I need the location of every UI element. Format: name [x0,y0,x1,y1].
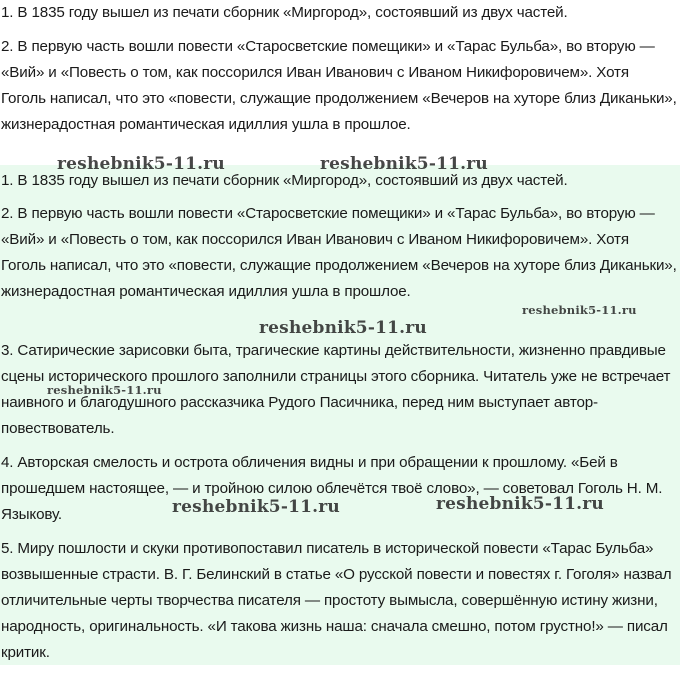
paragraph-2: 2. В первую часть вошли повести «Старосветские помещики» и «Тарас Бульба», во вторую — «Вий» и «Повесть о том, как поссорился Иван Иванович с Иваном Никифоровичем». Хотя Гоголь написал, что это «повести, служащие продолжением «Вечеров на хуторе близ Диканьки», жизнерадостная романтическая идиллия ушла в прошлое. [1,38,677,133]
watermark-2: reshebnik5-11.ru [320,154,488,174]
answer-paragraph-1: 1. В 1835 году вышел из печати сборник «Миргород», состоявший из двух частей. [1,172,568,189]
watermark-1: reshebnik5-11.ru [57,154,225,174]
answer-paragraph-2: 2. В первую часть вошли повести «Старосветские помещики» и «Тарас Бульба», во вторую — «Вий» и «Повесть о том, как поссорился Иван Иванович с Иваном Никифоровичем». Хотя Гоголь написал, что это «повести, служащие продолжением «Вечеров на хуторе близ Диканьки», жизнерадостная романтическая идиллия ушла в прошлое. [1,205,677,300]
watermark-5: reshebnik5-11.ru [47,383,162,397]
answer-paragraph-3: 3. Сатирические зарисовки быта, трагические картины действительности, жизненно правдивые сцены исторического прошлого заполнили страницы этого сборника. Читатель уже не встречает наивного и благодушного рассказчика Рудого Пасичника, перед ним выступает автор-повествователь. [1,342,671,437]
question-text-block [0,0,680,165]
paragraph-1: 1. В 1835 году вышел из печати сборник «Миргород», состоявший из двух частей. [1,4,568,21]
watermark-7: reshebnik5-11.ru [436,494,604,514]
watermark-6: reshebnik5-11.ru [172,497,340,517]
watermark-3: reshebnik5-11.ru [522,303,637,317]
answer-paragraph-4: 4. Авторская смелость и острота обличения видны и при обращении к прошлому. «Бей в прошедшем настоящее, — и тройною силою облечётся твоё слово», — советовал Гоголь Н. М. Языкову. [1,454,663,523]
answer-paragraph-5: 5. Миру пошлости и скуки противопоставил писатель в исторической повести «Тарас Бульба» возвышенные страсти. В. Г. Белинский в статье «О русской повести и повестях г. Гоголя» назвал отличительные черты творчества писателя — простоту вымысла, совершённую истину жизни, народность, оригинальность. «И такова жизнь наша: сначала смешно, потом грустно!» — писал критик. [1,540,672,661]
watermark-4: reshebnik5-11.ru [259,318,427,338]
